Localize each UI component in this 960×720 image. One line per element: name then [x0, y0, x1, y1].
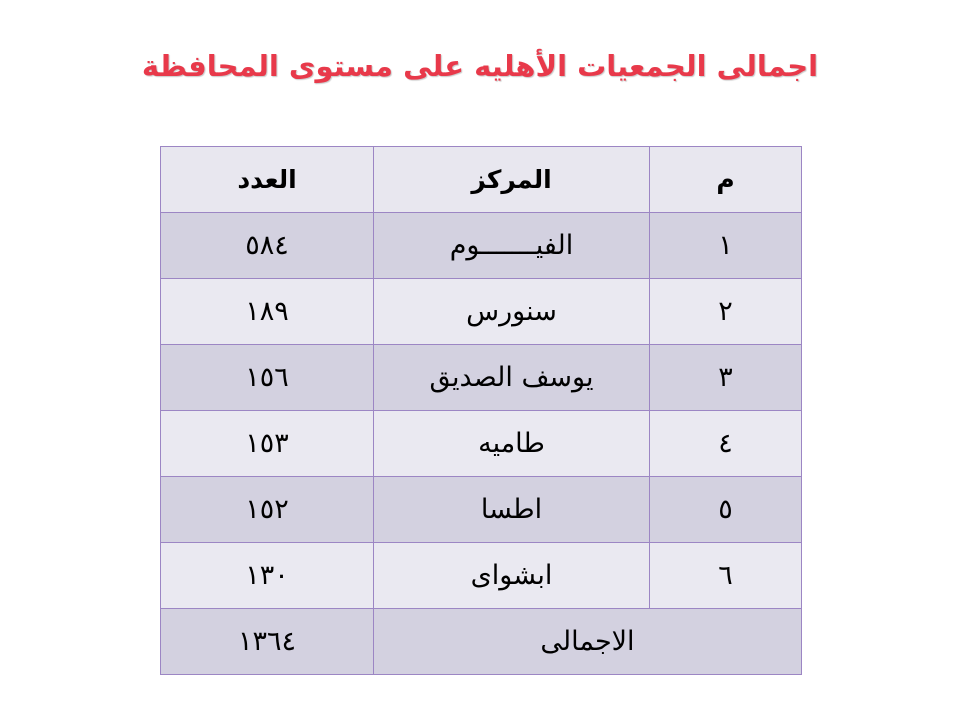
- associations-table: [160, 146, 802, 675]
- row-num: ٤: [650, 411, 802, 477]
- row-count: ١٣٠: [161, 543, 374, 609]
- row-count: ٥٨٤: [161, 213, 374, 279]
- row-count: ١٥٢: [161, 477, 374, 543]
- row-count: ١٥٣: [161, 411, 374, 477]
- header-center: المركز: [374, 147, 650, 213]
- row-count: ١٥٦: [161, 345, 374, 411]
- total-label: الاجمالى: [374, 609, 802, 675]
- table-row: [161, 411, 802, 477]
- table-row: [161, 213, 802, 279]
- table-row: [161, 543, 802, 609]
- row-center: الفيـــــــوم: [374, 213, 650, 279]
- row-num: ٥: [650, 477, 802, 543]
- table-row: [161, 345, 802, 411]
- row-center: طاميه: [374, 411, 650, 477]
- table-row: [161, 279, 802, 345]
- row-center: ابشواى: [374, 543, 650, 609]
- row-num: ٦: [650, 543, 802, 609]
- row-num: ٢: [650, 279, 802, 345]
- header-count: العدد: [161, 147, 374, 213]
- page-title: اجمالى الجمعيات الأهليه على مستوى المحافظة: [141, 49, 819, 83]
- row-num: ١: [650, 213, 802, 279]
- table-total-row: [161, 609, 802, 675]
- table-row: [161, 477, 802, 543]
- row-num: ٣: [650, 345, 802, 411]
- total-count: ١٣٦٤: [161, 609, 374, 675]
- row-center: اطسا: [374, 477, 650, 543]
- row-center: يوسف الصديق: [374, 345, 650, 411]
- row-count: ١٨٩: [161, 279, 374, 345]
- table-header-row: [161, 147, 802, 213]
- row-center: سنورس: [374, 279, 650, 345]
- header-num: م: [650, 147, 802, 213]
